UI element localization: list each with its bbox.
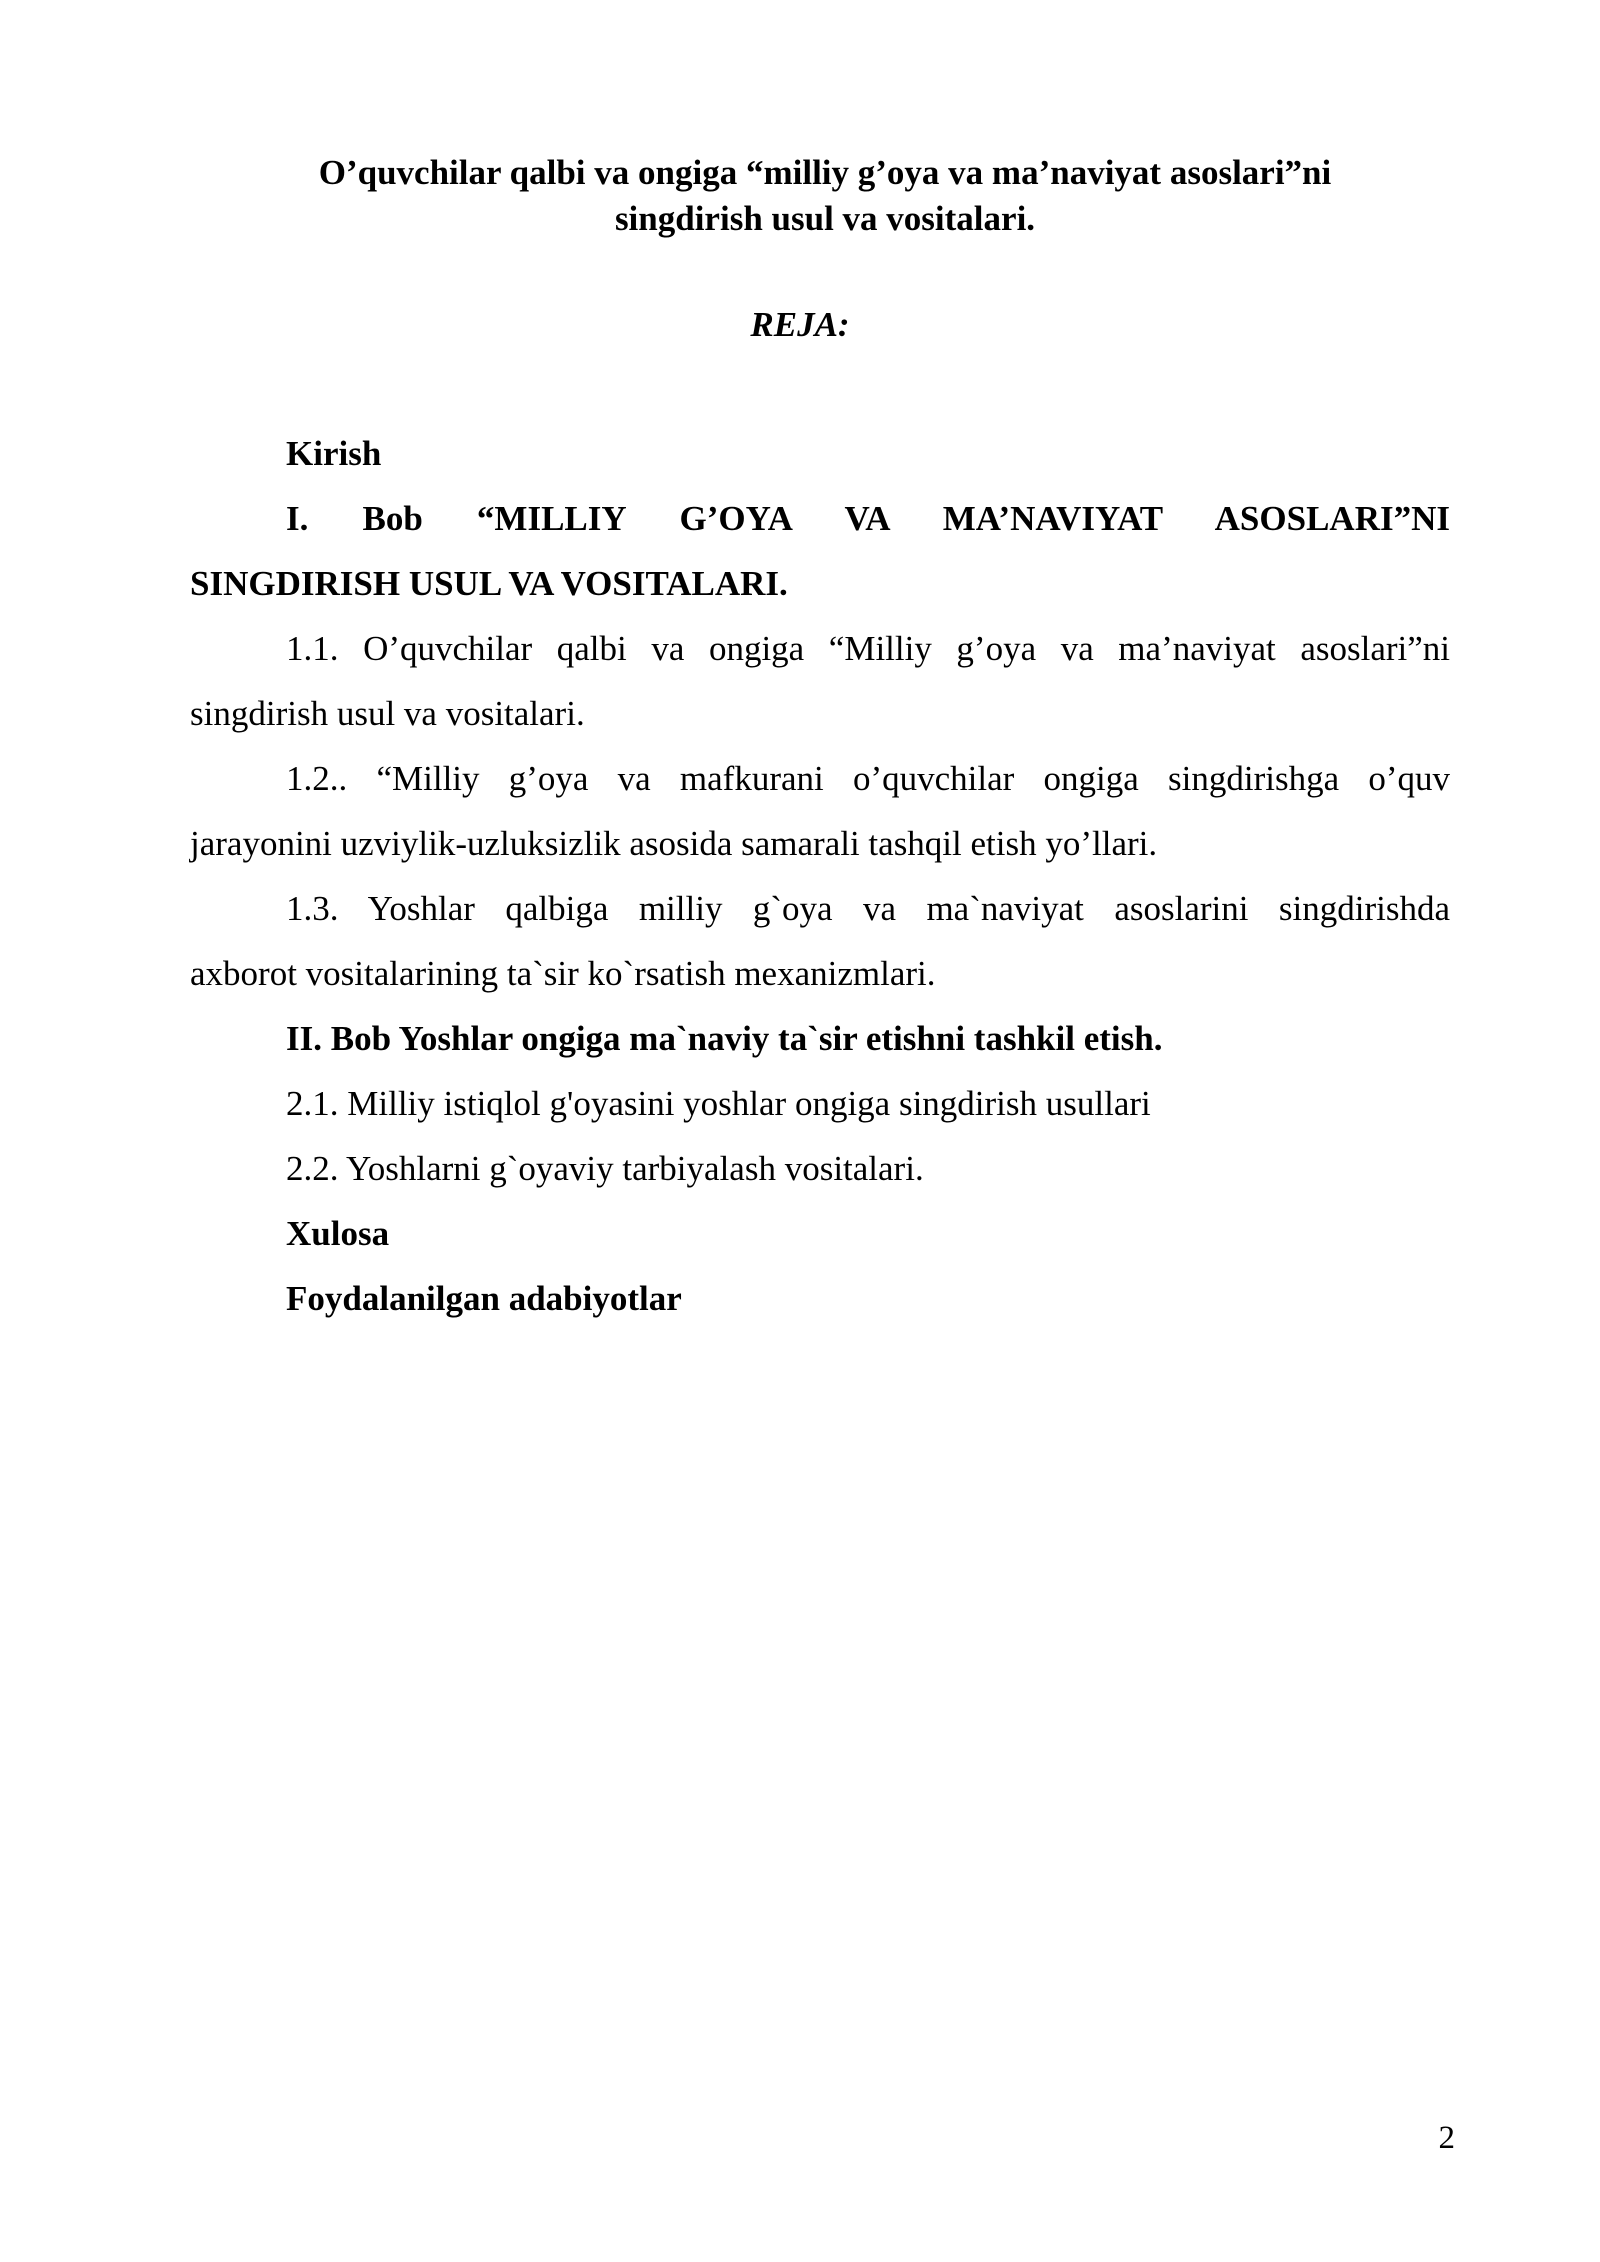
plan-heading: REJA: xyxy=(750,305,850,344)
toc-section-1-3-line2: axborot vositalarining ta`sir ko`rsatish mexanizmlari. xyxy=(190,954,936,993)
toc-chapter1-line1: I. Bob “MILLIY G’OYA VA MA’NAVIYAT ASOSLARI”NI xyxy=(286,499,1450,538)
toc-section-1-1-line1: 1.1. O’quvchilar qalbi va ongiga “Milliy g’oya va ma’naviyat asoslari”ni xyxy=(286,629,1450,668)
toc-section-2-2: 2.2. Yoshlarni g`oyaviy tarbiyalash vositalari. xyxy=(286,1149,924,1188)
toc-chapter2: II. Bob Yoshlar ongiga ma`naviy ta`sir etishni tashkil etish. xyxy=(286,1019,1163,1058)
toc-section-1-2-line2: jarayonini uzviylik-uzluksizlik asosida samarali tashqil etish yo’llari. xyxy=(190,824,1158,863)
document-title xyxy=(190,150,1460,242)
toc-section-1-2-line1: 1.2.. “Milliy g’oya va mafkurani o’quvchilar ongiga singdirishga o’quv xyxy=(286,759,1450,798)
toc-intro: Kirish xyxy=(286,434,382,473)
toc-section-1-1-line2: singdirish usul va vositalari. xyxy=(190,694,585,733)
page-number: 2 xyxy=(1438,2120,1455,2156)
title-line-2: singdirish usul va vositalari. xyxy=(614,199,1036,238)
toc-section-2-1: 2.1. Milliy istiqlol g'oyasini yoshlar ongiga singdirish usullari xyxy=(286,1084,1151,1123)
toc-section-1-3-line1: 1.3. Yoshlar qalbiga milliy g`oya va ma`naviyat asoslarini singdirishda xyxy=(286,889,1450,928)
toc-chapter1-line2: SINGDIRISH USUL VA VOSITALARI. xyxy=(190,564,788,603)
toc-conclusion: Xulosa xyxy=(286,1214,390,1253)
title-line-1: O’quvchilar qalbi va ongiga “milliy g’oya va ma’naviyat asoslari”ni xyxy=(318,153,1332,192)
toc-references: Foydalanilgan adabiyotlar xyxy=(286,1279,682,1318)
